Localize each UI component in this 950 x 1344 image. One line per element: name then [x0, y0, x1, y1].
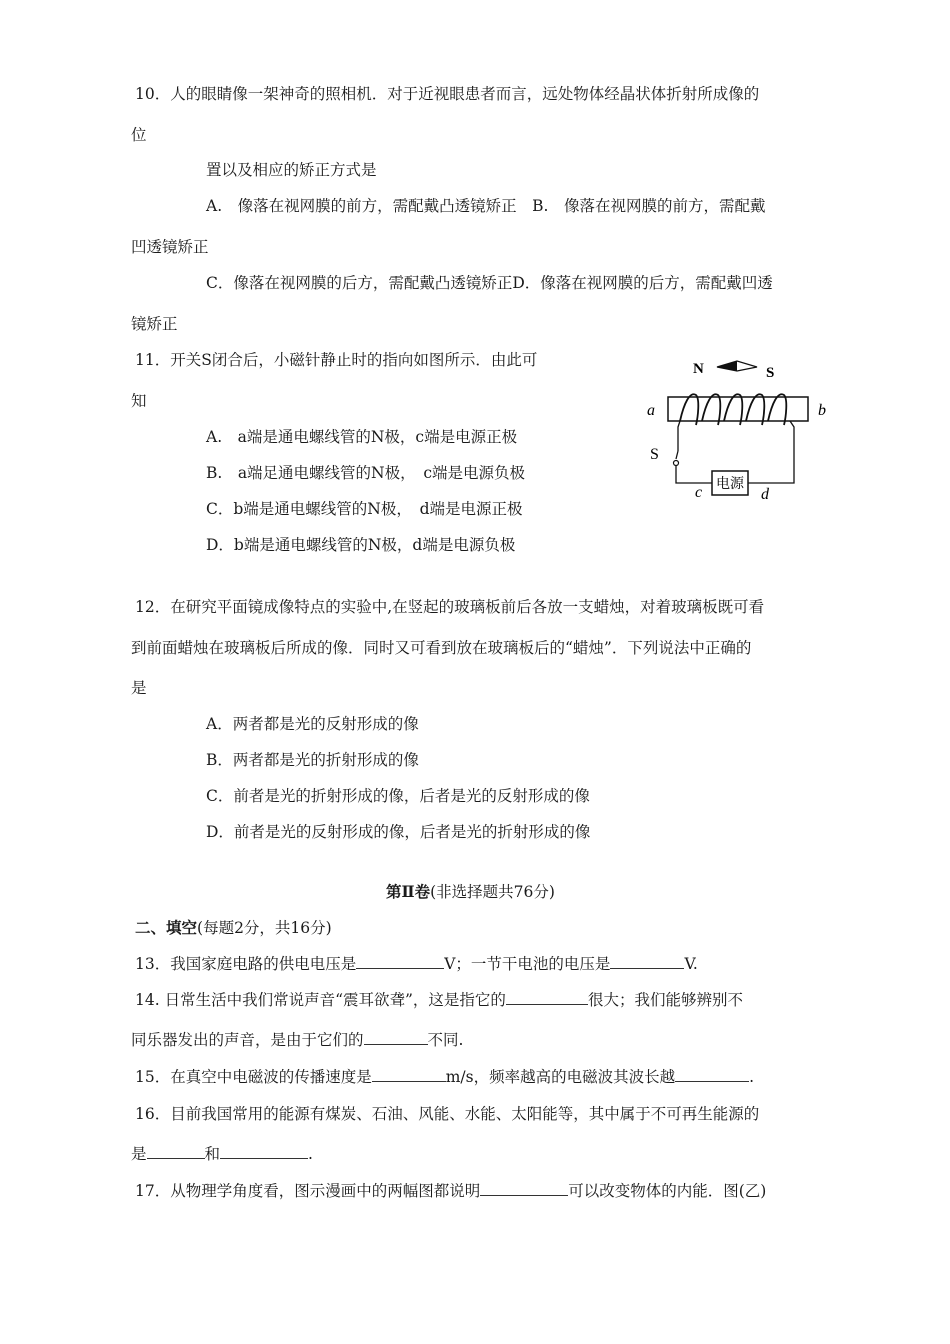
q15-text-3: . — [749, 1068, 755, 1086]
terminal-c-label: c — [695, 484, 703, 501]
q14-text-1: 14. 日常生活中我们常说声音“震耳欲聋”，这是指它的 — [135, 991, 506, 1009]
q10-options-line1: A. 像落在视网膜的前方，需配戴凸透镜矫正 B. 像落在视网膜的前方，需配戴 — [206, 197, 766, 215]
section2-heading-rest: (每题2分，共16分) — [197, 919, 332, 937]
q14-line1 — [135, 990, 743, 1010]
q13-text-2: V；一节干电池的电压是 — [444, 955, 611, 973]
q17-text-1: 17．从物理学角度看，图示漫画中的两幅图都说明 — [135, 1182, 481, 1200]
q12-option-b: B．两者都是光的折射形成的像 — [206, 751, 419, 769]
q16-line1: 16．目前我国常用的能源有煤炭、石油、风能、水能、太阳能等，其中属于不可再生能源的 — [135, 1105, 760, 1123]
q16-blank-2[interactable] — [220, 1144, 308, 1159]
power-supply-label: 电源 — [716, 477, 744, 492]
q13-text-3: V. — [684, 955, 698, 973]
q10-stem-line1: 10．人的眼睛像一架神奇的照相机．对于近视眼患者而言，远处物体经晶状体折射所成像的 — [135, 85, 760, 103]
q16-blank-1[interactable] — [147, 1144, 205, 1159]
q10-stem-line2: 位 — [131, 126, 147, 144]
q11-option-b: B. a端足通电螺线管的N极， c端是电源负极 — [206, 464, 526, 482]
wire-switch-to-c — [676, 466, 712, 483]
q15-blank-2[interactable] — [675, 1067, 749, 1082]
end-a-label: a — [647, 402, 655, 419]
end-b-label: b — [818, 402, 826, 419]
terminal-d-label: d — [761, 486, 769, 503]
q12-option-c: C．前者是光的折射形成的像，后者是光的反射形成的像 — [206, 787, 590, 805]
part2-title-bold: 第Ⅱ卷 — [386, 882, 431, 901]
q14-blank-1[interactable] — [506, 990, 588, 1005]
q17-line — [135, 1181, 766, 1201]
wire-left — [678, 421, 680, 451]
q15-blank-1[interactable] — [372, 1067, 446, 1082]
q17-text-2: 可以改变物体的内能．图(乙) — [568, 1182, 767, 1200]
section2-heading — [135, 918, 332, 938]
q16-text-2: 和 — [204, 1145, 221, 1163]
q14-blank-2[interactable] — [364, 1030, 428, 1045]
switch-blade — [676, 451, 678, 459]
q13-text-1: 13．我国家庭电路的供电电压是 — [135, 955, 357, 973]
q12-option-d: D．前者是光的反射形成的像，后者是光的折射形成的像 — [206, 823, 591, 841]
q14-line2-text-1: 同乐器发出的声音，是由于它们的 — [131, 1031, 364, 1049]
q14-line2 — [131, 1030, 463, 1050]
q13-blank-1[interactable] — [356, 954, 444, 969]
q15-text-1: 15．在真空中电磁波的传播速度是 — [135, 1068, 372, 1086]
q13-blank-2[interactable] — [610, 954, 684, 969]
q12-stem-line2: 到前面蜡烛在玻璃板后所成的像．同时又可看到放在玻璃板后的“蜡烛”．下列说法中正确的 — [131, 639, 752, 657]
q11-stem-line2: 知 — [131, 392, 147, 410]
q16-text-1: 是 — [131, 1145, 147, 1163]
section2-heading-bold: 二、填空 — [135, 918, 198, 937]
wire-right — [748, 421, 794, 483]
q16-text-3: . — [308, 1145, 313, 1163]
q15-text-2: m/s，频率越高的电磁波其波长越 — [445, 1068, 676, 1086]
q10-options-line4: 镜矫正 — [131, 315, 178, 333]
q14-line2-text-2: 不同. — [427, 1031, 464, 1049]
q10-stem-line3: 置以及相应的矫正方式是 — [206, 161, 377, 179]
q11-stem-line1: 11．开关S闭合后，小磁针静止时的指向如图所示．由此可 — [135, 351, 538, 369]
q12-option-a: A．两者都是光的反射形成的像 — [206, 715, 419, 733]
q15-line — [135, 1067, 754, 1087]
q17-blank-1[interactable] — [480, 1181, 568, 1196]
switch-s-label: S — [650, 446, 659, 463]
q12-stem-line1: 12．在研究平面镜成像特点的实验中,在竖起的玻璃板前后各放一支蜡烛，对着玻璃板既可看 — [135, 598, 765, 616]
needle-n-label: N — [693, 361, 704, 377]
q14-text-2: 很大；我们能够辨别不 — [587, 991, 743, 1009]
q11-option-d: D．b端是通电螺线管的N极，d端是电源负极 — [206, 536, 516, 554]
part2-title-rest: (非选择题共76分) — [430, 883, 555, 901]
switch-contact — [674, 461, 679, 466]
q13-line — [135, 954, 698, 974]
q11-option-a: A. a端是通电螺线管的N极，c端是电源正极 — [206, 428, 518, 446]
q10-options-line3: C．像落在视网膜的后方，需配戴凸透镜矫正D．像落在视网膜的后方，需配戴凹透 — [206, 274, 773, 292]
needle-s-label: S — [766, 365, 775, 381]
q11-option-c: C．b端是通电螺线管的N极， d端是电源正极 — [206, 500, 523, 518]
solenoid-circuit-diagram — [640, 355, 840, 515]
part2-title — [386, 882, 555, 902]
q10-options-line2: 凹透镜矫正 — [131, 238, 209, 256]
q16-line2 — [131, 1144, 313, 1164]
q12-stem-line3: 是 — [131, 679, 147, 697]
